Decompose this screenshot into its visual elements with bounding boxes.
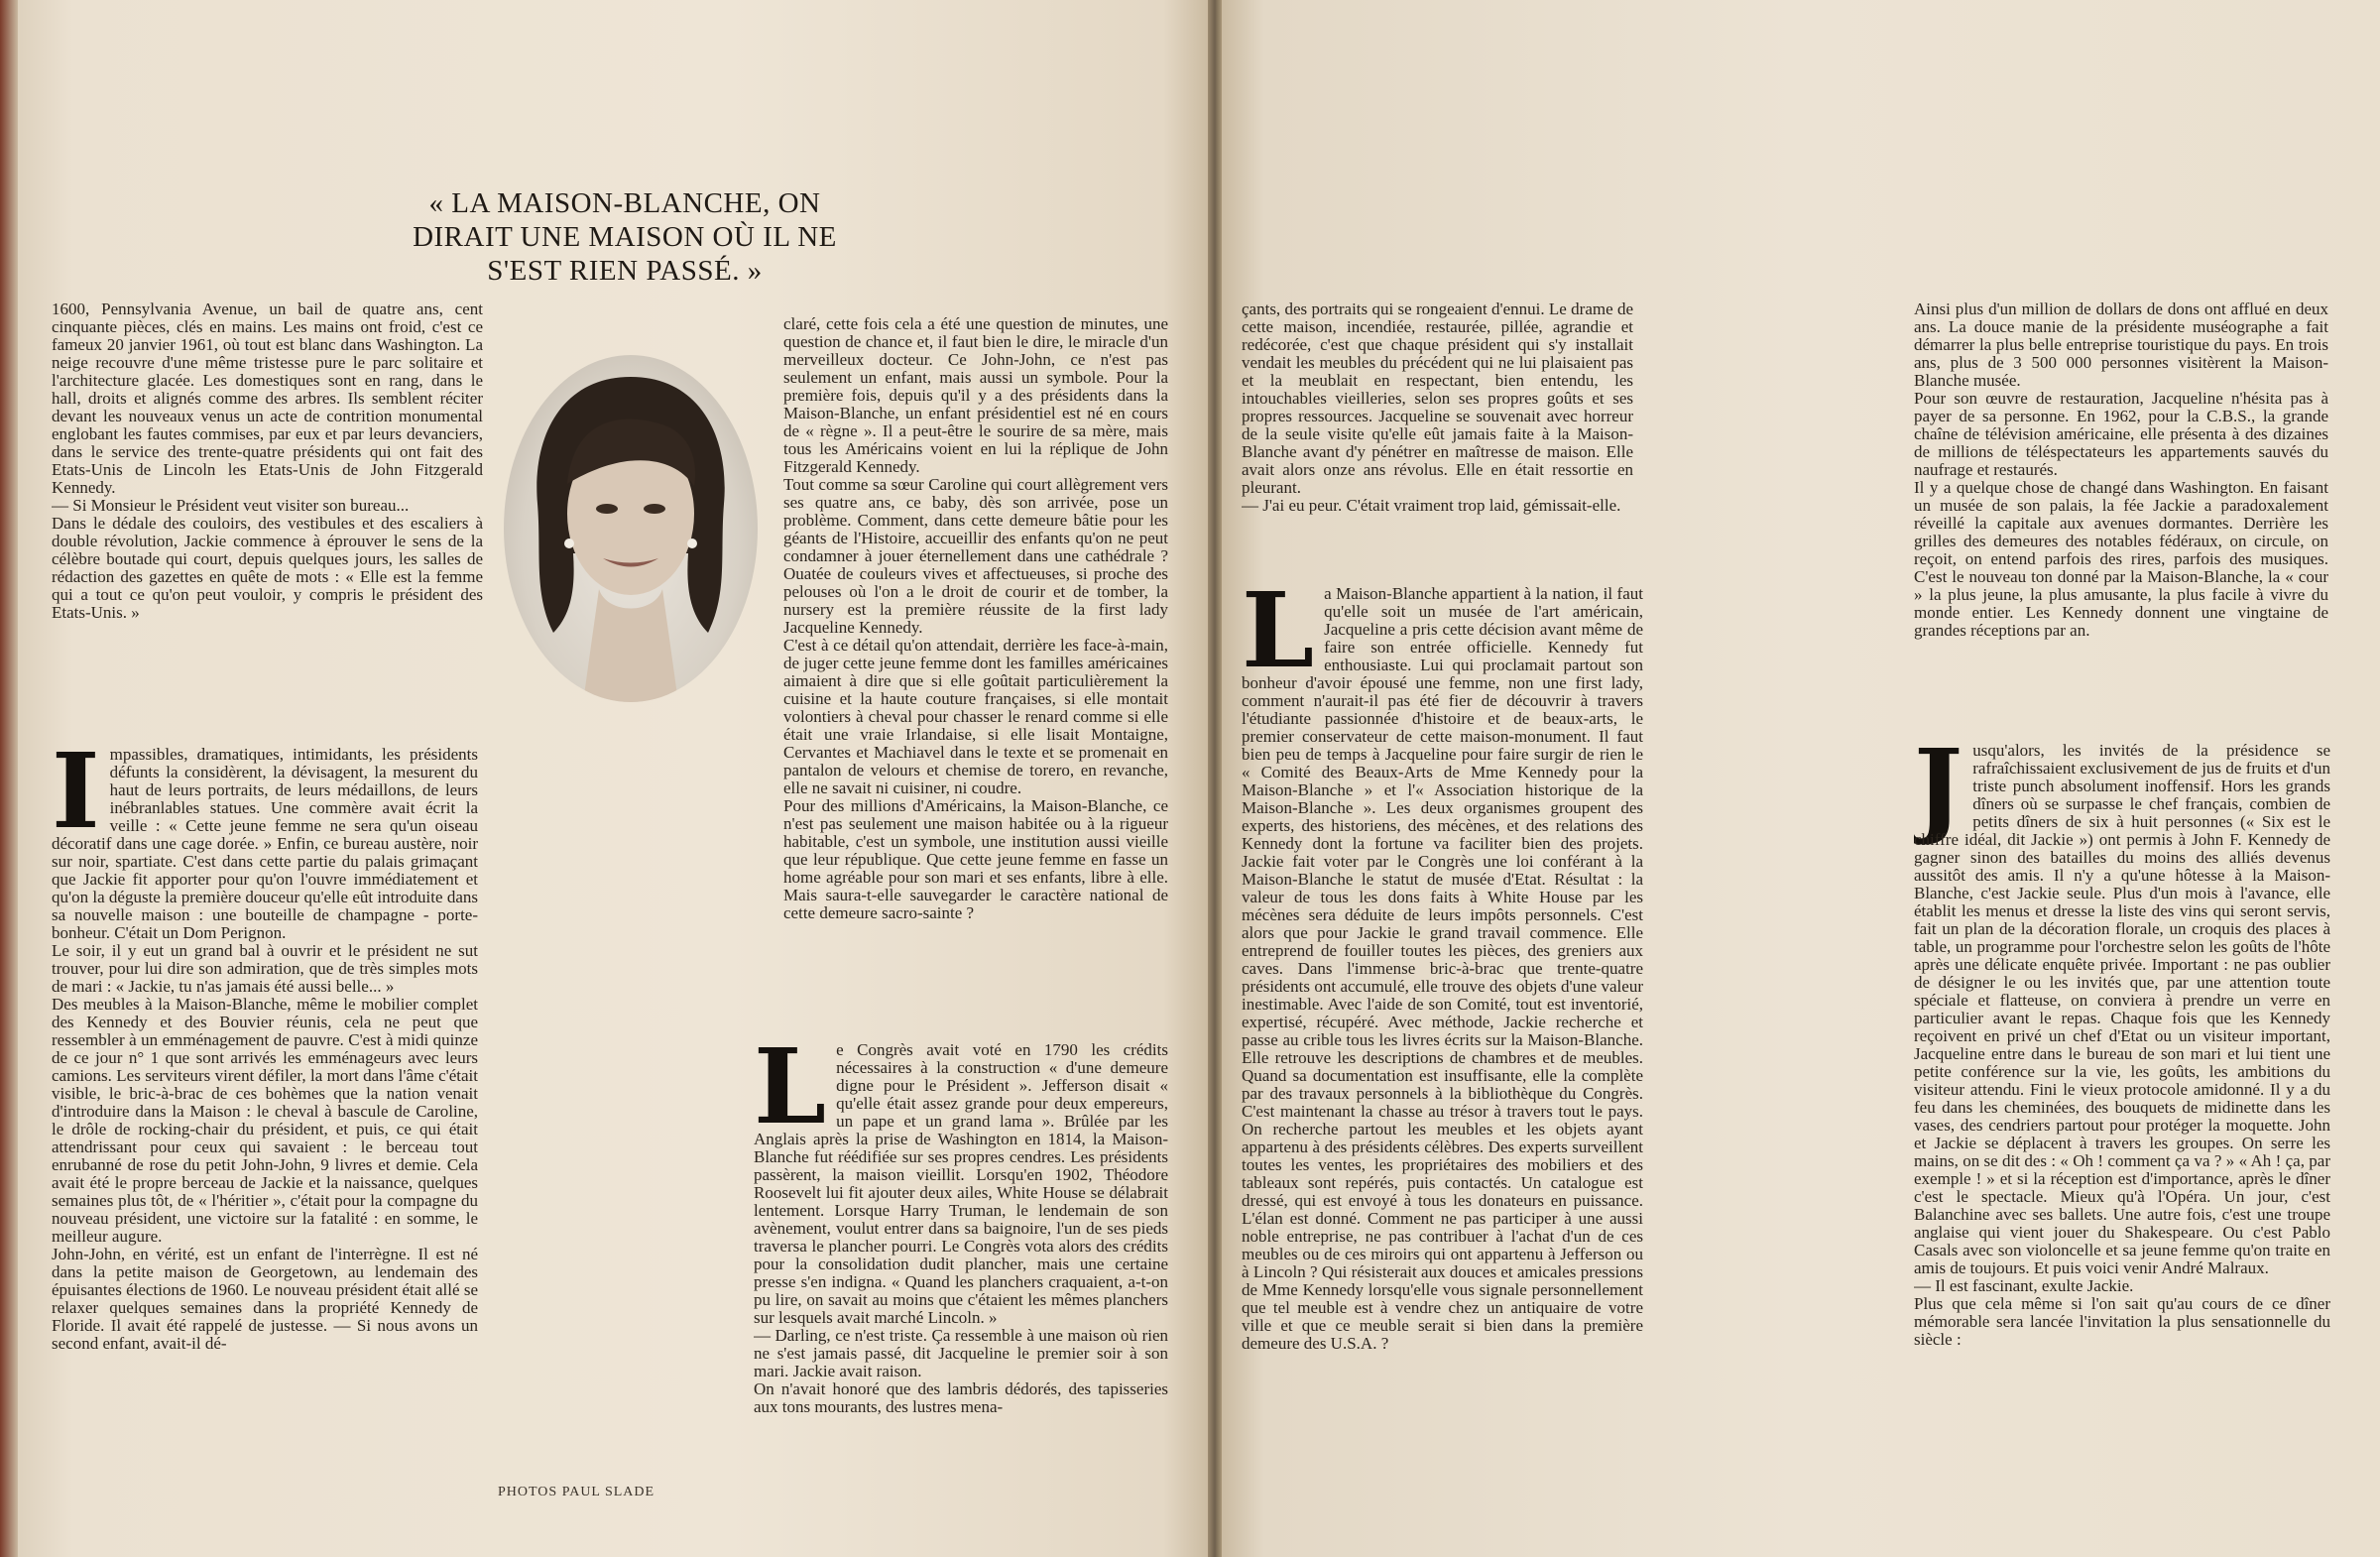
paragraph: — J'ai eu peur. C'était vraiment trop laid, gémissait-elle.: [1242, 496, 1621, 515]
paragraph: — Darling, ce n'est triste. Ça ressemble à une maison où rien ne s'est jamais passé, dit Jacqueline le premier soir à son mari. Jackie avait raison.: [754, 1326, 1168, 1380]
paragraph: claré, cette fois cela a été une question de minutes, une question de chance et, il faut bien le dire, le miracle d'un merveilleux docteur. Ce John-John, ce n'est pas seulement un enfant, mais aussi un symbole. Pour la première fois, depuis qu'il y a des présidents dans la Maison-Blanche, un enfant présidentiel est né en cours de « règne ». Il a peut-être le sourire de sa mère, mais tous les Américains voient en lui la réplique de John Fitzgerald Kennedy.: [783, 315, 1168, 476]
article-column-3b: [1242, 585, 1643, 1507]
article-column-4: [1914, 300, 2328, 717]
article-column-3: [1242, 300, 1633, 560]
paragraph: Pour son œuvre de restauration, Jacqueline n'hésita pas à payer de sa personne. En 1962, pour la C.B.S., la grande chaîne de télévision américaine, elle présenta à des dizaines de millions de téléspectateurs les appartements sauvés du naufrage et restaurés.: [1914, 389, 2328, 479]
paragraph: C'est à ce détail qu'on attendait, derrière les face-à-main, de juger cette jeune femme dont les familles américaines aimaient à dire que si elle goûtait particulièrement la cuisine et la haute couture françaises, si elle montait volontiers à cheval pour chasser le renard comme si elle était une vraie Irlandaise, si elle lisait Montaigne, Cervantes et Machiavel dans le texte et se promenait en pantalon de velours et chemise de torero, en revanche, elle ne savait ni cuisiner, ni coudre.: [783, 636, 1168, 797]
magazine-edge: [0, 0, 18, 1557]
drop-cap: I: [52, 746, 100, 852]
article-column-1: [52, 300, 483, 677]
drop-cap: L: [754, 1041, 827, 1147]
article-column-2: [783, 315, 1168, 1010]
page-gutter: [1208, 0, 1222, 1557]
paragraph: — Si Monsieur le Président veut visiter son bureau...: [52, 496, 410, 515]
paragraph-text: e Congrès avait voté en 1790 les crédits nécessaires à la construction « d'une demeure digne pour le Président ». Jefferson disait « qu'elle était assez grande pour deux empereurs, un pape et un grand lama ». Brûlée par les Anglais après la prise de Washington en 1814, la Maison-Blanche fut réédifiée sur ses propres cendres. Les présidents passèrent, la maison vieillit. Lorsqu'en 1902, Théodore Roosevelt lui fit ajouter deux ailes, White House se délabrait lentement. Lorsque Harry Truman, le lendemain de son avènement, voulut entrer dans sa baignoire, l'un de ses pieds traversa le plancher pourri. Le Congrès vota alors des crédits pour la consolidation dudit plancher, mais une certaine presse s'en indigna. « Quand les planchers craquaient, a-t-on pu lire, on savait au moins que c'étaient les mêmes planchers sur lesquels avait marché Lincoln. »: [754, 1041, 1168, 1327]
paragraph: Le soir, il y eut un grand bal à ouvrir et le président ne sut trouver, pour lui dire son admiration, que de très simples mots de mari : « Jackie, tu n'as jamais été aussi belle... »: [52, 941, 478, 996]
paragraph: — Il est fascinant, exulte Jackie.: [1914, 1276, 2134, 1295]
paragraph-text: usqu'alors, les invités de la présidence se rafraîchissaient exclusivement de jus de fruits et d'un triste punch absolument inoffensif. Hors les grands dîners où se surpasse le chef français, combien de petits dîners de six à huit personnes (« Six est le chiffre idéal, dit Jackie ») ont permis à John F. Kennedy de gagner sinon des batailles du moins des alliés devenus aussitôt des amis. Il n'y a qu'une hôtesse à la Maison-Blanche, c'est Jackie seule. Plus d'un mois à l'avance, elle établit les menus et dresse la liste des vins qui seront servis, fait un plan de la décoration florale, un croquis des places à table, un programme pour l'orchestre selon les goûts de l'hôte après une délicate enquête privée. Important : ne pas oublier de désigner le ou les invités que, par une attention toute spéciale et flatteuse, on conviera à prendre un verre en particulier avant le repas. Chaque fois que les Kennedy reçoivent en privé un chef d'Etat ou un visiteur important, Jacqueline entre dans le bureau de son mari et lui tient une petite conférence sur la vie, les goûts, les ambitions du visiteur attendu. Fini le vieux protocole amidonné. Il y a du feu dans les cheminées, des bouquets de midinette dans les vases, des cendriers partout pour protéger la moquette. John et Jackie se déplacent à travers les groupes. On serre les mains, on se dit des : « Oh ! comment ça va ? » « Ah ! ça, par exemple ! » et si la réception est d'importance, après le dîner c'est le spectacle. Mieux qu'à l'Opéra. Un jour, c'est Balanchine avec ses ballets. Une autre fois, c'est une troupe anglaise qui vient jouer du Shakespeare. Ou c'est Pablo Casals avec son violoncelle et sa jeune femme qu'on traite en amis de toujours. Et puis voici venir André Malraux.: [1914, 742, 2330, 1277]
paragraph: Dans le dédale des couloirs, des vestibules et des escaliers à double révolution, Jackie commence à éprouver le sens de la célèbre boutade qui court, depuis quelques jours, les salles de rédaction des gazettes en quête de mots : « Elle est la femme qui a tout ce qu'on peut vouloir, y compris le président des Etats-Unis. »: [52, 514, 483, 622]
paragraph: 1600, Pennsylvania Avenue, un bail de quatre ans, cent cinquante pièces, clés en mains. Les mains ont froid, c'est ce fameux 20 janvier 1961, où tout est blanc dans Washington. La neige recouvre d'une même tristesse pure le parc solitaire et l'architecture glacée. Les domestiques sont en rang, dans le hall, droits et alignés comme des arbres. Ils semblent réciter devant les nouveaux venus un acte de contrition monumental englobant les fautes commises, par eux et par leurs devanciers, dans le service des trente-quatre présidents qui ont fait des Etats-Unis de Lincoln les Etats-Unis de John Fitzgerald Kennedy.: [52, 300, 483, 497]
paragraph: Il y a quelque chose de changé dans Washington. En faisant un musée de son palais, la fée Jackie a paradoxalement réveillé la capitale aux avenues dormantes. Derrière les grilles des demeures des notables fédéraux, on circule, on reçoit, on entend parfois des rires, parfois des musiques. C'est le nouveau ton donné par la Maison-Blanche, la « cour » la plus jeune, la plus amusante, la plus facile à vivre du monde entier. Les Kennedy donnent une vingtaine de grandes réceptions par an.: [1914, 478, 2328, 640]
paragraph: [1242, 585, 1643, 1353]
paragraph: Ainsi plus d'un million de dollars de dons ont afflué en deux ans. La douce manie de la présidente muséographe a fait démarrer la plus belle entreprise touristique du pays. En trois ans, plus de 3 500 000 personnes visitèrent la Maison-Blanche musée.: [1914, 300, 2328, 390]
drop-cap: J: [1914, 742, 1964, 848]
paragraph: Plus que cela même si l'on sait qu'au cours de ce dîner mémorable sera lancée l'invitation la plus sensationnelle du siècle :: [1914, 1294, 2330, 1349]
paragraph-text: a Maison-Blanche appartient à la nation, il faut qu'elle soit un musée de l'art américain, Jacqueline a pris cette décision avant même de faire son entrée officielle. Kennedy fut enthousiaste. Lui qui proclamait partout son bonheur d'avoir épousé une femme, non une first lady, comment n'aurait-il pas été fier de découvrir à travers l'étudiante passionnée d'histoire et de beaux-arts, le premier conservateur de cette maison-monument. Il faut bien peu de temps à Jacqueline pour faire surgir de rien le « Comité des Beaux-Arts de Mme Kennedy pour la Maison-Blanche » et l'« Association historique de la Maison-Blanche ». Les deux organismes groupent des experts, des historiens, des mécènes, et des relations des Kennedy dont la fortune va faciliter bien des projets. Jackie fait voter par le Congrès une loi conférant à la Maison-Blanche le statut de musée d'Etat. Résultat : la valeur de tous les dons faits à White House par les mécènes sera déduite de leurs impôts personnels. C'est alors que pour Jackie le grand travail commence. Elle entreprend de fouiller toutes les pièces, des greniers aux caves. Dans l'immense bric-à-brac que trente-quatre présidents ont accumulé, elle trouve des objets d'une valeur inestimable. Avec l'aide de son Comité, tout est inventorié, expertisé, récupéré. Avec méthode, Jackie recherche et passe au crible tous les livres écrits sur la Maison-Blanche. Elle retrouve les descriptions de chambres et de meubles. Quand sa documentation est insuffisante, elle la complète par des travaux personnels à la bibliothèque du Congrès. C'est maintenant la chasse au trésor à travers tout le pays. On recherche partout les meubles et les objets ayant appartenu à des présidents célèbres. Des experts surveillent toutes les ventes, les propriétaires des mobiliers et des tableaux sont repérés, puis contactés. Un catalogue est dressé, qui est envoyé à tous les donateurs en puissance. L'élan est donné. Comment ne pas participer à une aussi noble entreprise, ne pas contribuer à l'achat d'un de ces meubles ou de ces miroirs qui ont appartenu à Jefferson ou à Lincoln ? Qui résisterait aux douces et amicales pressions de Mme Kennedy lorsqu'elle vous signale personnellement que tel meuble est à vendre chez un antiquaire de votre ville et que ce meuble serait si bien dans la première demeure des U.S.A. ?: [1242, 585, 1643, 1353]
paragraph: [754, 1041, 1168, 1327]
paragraph: John-John, en vérité, est un enfant de l'interrègne. Il est né dans la petite maison de Georgetown, au lendemain des épuisantes élections de 1960. Le nouveau président était allé se relaxer quelques semaines dans la propriété Kennedy de Floride. Il avait été rappelé de justesse. — Si nous avons un second enfant, avait-il dé-: [52, 1245, 478, 1353]
portrait-illustration: [504, 355, 758, 702]
portrait-photo: [504, 355, 758, 702]
paragraph: Des meubles à la Maison-Blanche, même le mobilier complet des Kennedy et des Bouvier réunis, cela ne peut que ressembler à un emménagement de pauvre. C'est à midi quinze de ce jour n° 1 que sont arrivés les emménageurs avec leurs camions. Les serviteurs virent défiler, la mort dans l'âme c'était visible, le bric-à-brac de ces bohèmes que la nation venait d'introduire dans la Maison : le cheval à bascule de Caroline, le drôle de rocking-chair du président, et puis, ce qui était attendrissant pour ceux qui savaient : le berceau tout enrubanné de rose du petit John-John, 9 livres et demie. Cela avait été le propre berceau de Jackie et la naissance, quelques semaines plus tôt, de « l'héritier », c'était pour la compagne du nouveau président, une victoire sur la fatalité : en somme, le meilleur augure.: [52, 995, 478, 1246]
page-headline: « LA MAISON-BLANCHE, ON DIRAIT UNE MAISON OÙ IL NE S'EST RIEN PASSÉ. »: [413, 187, 837, 287]
paragraph: çants, des portraits qui se rongeaient d'ennui. Le drame de cette maison, incendiée, restaurée, pillée, agrandie et redécorée, c'est que chaque président qui s'y installait vendait les meubles du précédent qui ne lui plaisaient pas et la meublait en respectant, bien entendu, les intouchables vieilleries, selon ses propres goûts et ses propres ressources. Jacqueline se souvenait avec horreur de la seule visite qu'elle eût jamais faite à la Maison-Blanche avant d'y pénétrer en maîtresse de maison. Elle avait alors onze ans révolus. Elle en était ressortie en pleurant.: [1242, 300, 1633, 497]
article-column-4b: [1914, 742, 2330, 1510]
article-column-2b: [754, 1041, 1168, 1507]
article-column-1b: [52, 746, 478, 1501]
paragraph: Pour des millions d'Américains, la Maison-Blanche, ce n'est pas seulement une maison habitée ou à la rigueur habitable, c'est un symbole, une institution aussi vieille que leur république. Que cette jeune femme en fasse un home agréable pour son mari et ses enfants, libre à elle. Mais saura-t-elle sauvegarder le caractère national de cette demeure sacro-sainte ?: [783, 796, 1168, 922]
photo-credit: PHOTOS PAUL SLADE: [498, 1485, 655, 1499]
paragraph: [1914, 742, 2330, 1277]
paragraph: [52, 746, 478, 942]
drop-cap: L: [1242, 585, 1315, 691]
paragraph: Tout comme sa sœur Caroline qui court allègrement vers ses quatre ans, ce baby, dès son arrivée, pose un problème. Comment, dans cette demeure bâtie pour les géants de l'Histoire, accueillir des enfants qu'on ne peut condamner à jouer éternellement dans une cathédrale ? Ouatée de couleurs vives et affectueuses, si proche des pelouses où l'on a le droit de courir et de tomber, la nursery est la première réussite de la first lady Jacqueline Kennedy.: [783, 475, 1168, 637]
paragraph-text: mpassibles, dramatiques, intimidants, les présidents défunts la considèrent, la dévisagent, la mesurent du haut de leurs portraits, de leurs médaillons, de leurs inébranlables statues. Une commère avait écrit la veille : « Cette jeune femme ne sera qu'un oiseau décoratif dans une cage dorée. » Enfin, ce bureau austère, noir sur noir, spartiate. C'est dans cette partie du palais grimaçant que Jackie fit apporter pour qu'on l'ouvre immédiatement et qu'on la déguste la première douceur qu'elle eût introduite dans sa nouvelle maison : une bouteille de champagne - porte-bonheur. C'était un Dom Perignon.: [52, 746, 478, 942]
paragraph: On n'avait honoré que des lambris dédorés, des tapisseries aux tons mourants, des lustres mena-: [754, 1379, 1168, 1416]
